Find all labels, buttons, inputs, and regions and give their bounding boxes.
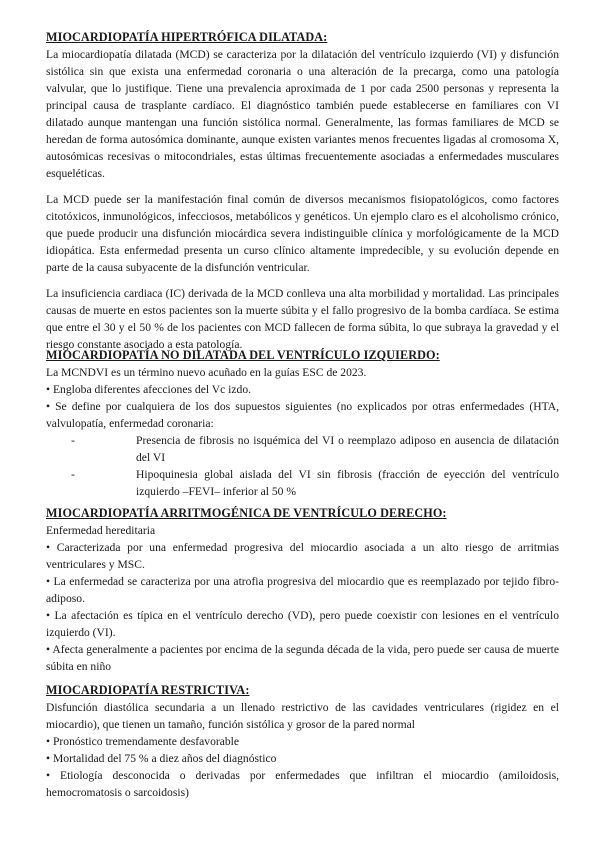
sublist [46,432,559,500]
paragraph: La insuficiencia cardiaca (IC) derivada de la MCD conlleva una alta morbilidad y mortalidad. Las principales causas de muerte en estos pacientes son la muerte súbita y el fallo progresivo de la bomba cardíaca. Se estima que entre el 30 y el 50 % de los pacientes con MCD fallecen de forma súbita, lo que subraya la gravedad y el riesgo constante asociado a esta patología. [46,287,559,351]
sublist-item [71,466,559,500]
sublist-item [71,432,559,466]
paragraph: La MCD puede ser la manifestación final común de diversos mecanismos fisiopatológicos, como factores citotóxicos, inmunológicos, infecciosos, metabólicos y genéticos. Un ejemplo claro es el alcoholismo crónico, que puede producir una disfunción miocárdica severa indistinguible clínica y morfológicamente de la MCD idiopática. Esta enfermedad presenta un curso clínico altamente impredecible, y su evolución depende en parte de la causa subyacente de la disfunción ventricular. [46,193,559,274]
section-title: MIOCARDIOPATÍA HIPERTRÓFICA DILATADA: [46,30,328,44]
list-line: • Engloba diferentes afecciones del Vc izdo. [46,383,252,396]
list-line: Disfunción diastólica secundaria a un llenado restrictivo de las cavidades ventriculares (rigidez en el miocardio), que tienen un tamaño, función sistólica y grosor de la pared normal [46,701,559,731]
sublist-item-text: Hipoquinesia global aislada del VI sin fibrosis (fracción de eyección del ventrículo izquierdo –FEVI– inferior al 50 % [136,468,559,498]
section-title: MIOCARDIOPATÍA RESTRICTIVA: [46,683,250,697]
list-line: • La afectación es típica en el ventrículo derecho (VD), pero puede coexistir con lesiones en el ventrículo izquierdo (VI). [46,609,559,639]
section-title: MIOCARDIOPATÍA ARRITMOGÉNICA DE VENTRÍCULO DERECHO: [46,506,447,520]
list-line: • Mortalidad del 75 % a diez años del diagnóstico [46,752,277,765]
section-title: MIOCARDIOPATÍA NO DILATADA DEL VENTRÍCULO IZQUIERDO: [46,348,440,362]
list-line: • Afecta generalmente a pacientes por encima de la segunda década de la vida, pero puede ser causa de muerte súbita en niño [46,643,559,673]
dash-bullet: - [71,468,75,481]
sublist-item-text: Presencia de fibrosis no isquémica del VI o reemplazo adiposo en ausencia de dilatación del VI [136,434,559,464]
dash-bullet: - [71,434,75,447]
list-line: • Pronóstico tremendamente desfavorable [46,735,240,748]
section-arritmogenica [46,505,559,675]
list-line: • Etiología desconocida o derivadas por enfermedades que infiltran el miocardio (amiloidosis, hemocromatosis o sarcoidosis) [46,769,559,799]
section-no-dilatada [46,347,559,500]
section-dilatada [46,29,559,353]
section-restrictiva [46,682,559,801]
list-line: La MCNDVI es un término nuevo acuñado en la guías ESC de 2023. [46,366,367,379]
list-line: • Se define por cualquiera de los dos supuestos siguientes (no explicados por otras enfermedades (HTA, valvulopatía, enfermedad coronaria: [46,400,559,430]
list-line: • La enfermedad se caracteriza por una atrofia progresiva del miocardio que es reemplazado por tejido fibro-adiposo. [46,575,559,605]
list-line: • Caracterizada por una enfermedad progresiva del miocardio asociada a un alto riesgo de arritmias ventriculares y MSC. [46,541,559,571]
list-line: Enfermedad hereditaria [46,524,156,537]
paragraph: La miocardiopatía dilatada (MCD) se caracteriza por la dilatación del ventrículo izquierdo (VI) y disfunción sistólica sin que exista una enfermedad coronaria o una alteración de la precarga, como una patología valvular, que lo justifique. Tiene una prevalencia aproximada de 1 por cada 2500 personas y representa la principal causa de trasplante cardíaco. El diagnóstico también puede establecerse en familiares con VI dilatado aunque mantengan una función sistólica normal. Generalmente, las formas familiares de MCD se heredan de forma autosómica dominante, aunque existen variantes menos frecuentes ligadas al cromosoma X, autosómicas recesivas o mitocondriales, estas últimas frecuentemente asociadas a enfermedades musculares esqueléticas. [46,48,559,180]
